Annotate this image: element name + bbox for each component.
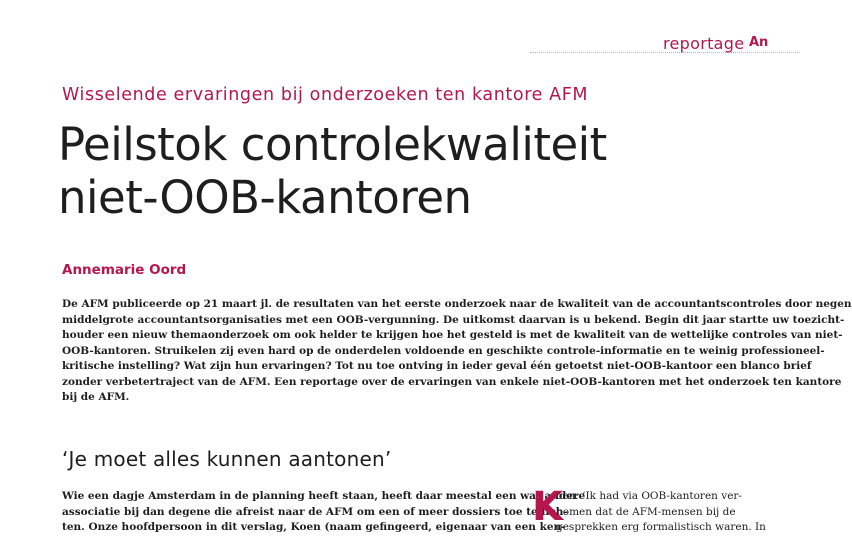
author-byline: Annemarie Oord <box>62 262 187 278</box>
section-heading: ‘Je moet alles kunnen aantonen’ <box>62 447 392 471</box>
body-line: associatie bij dan degene die afreist naar de AFM om een of meer dossiers toe te lich- <box>62 505 568 518</box>
title-line: Peilstok controlekwaliteit <box>58 118 607 171</box>
intro-line: bij de AFM. <box>62 391 130 403</box>
body-line: nomen dat de AFM-mensen bij de <box>556 505 736 518</box>
body-line: Wie een dagje Amsterdam in de planning heeft staan, heeft daar meestal een wat andere <box>62 490 586 502</box>
intro-line: OOB-kantoren. Struikelen zij even hard op de onderdelen voldoende en geschikte controle-informatie en te weinig professioneel- <box>62 344 825 357</box>
intro-line: zonder verbetertraject van de AFM. Een reportage over de ervaringen van enkele niet-OOB-kantoren met het onderzoek ten kantore <box>62 375 842 388</box>
intro-line: middelgrote accountantsorganisaties met een OOB-vergunning. De uitkomst daarvan is u bekend. Begin dit jaar startte uw toezicht- <box>62 313 845 326</box>
body-column-right <box>556 489 766 536</box>
body-line: gesprekken erg formalistisch waren. In <box>556 521 766 533</box>
title-line: niet-OOB-kantoren <box>58 171 472 224</box>
article-subtitle: Wisselende ervaringen bij onderzoeken ten kantore AFM <box>62 85 589 105</box>
drop-cap: K <box>532 484 563 530</box>
section-label: reportage <box>663 34 745 53</box>
intro-paragraph <box>62 297 852 406</box>
body-line: ten. Onze hoofdpersoon in dit verslag, Koen (naam gefingeerd, eigenaar van een ken- <box>62 521 566 533</box>
body-line: oen: ‘Ik had via OOB-kantoren ver- <box>556 490 742 502</box>
intro-line: houder een nieuw themaonderzoek om ook helder te krijgen hoe het gesteld is met de kwaliteit van de wettelijke controles van niet- <box>62 329 843 341</box>
intro-line: De AFM publiceerde op 21 maart jl. de resultaten van het eerste onderzoek naar de kwaliteit van de accountantscontroles door negen <box>62 298 852 310</box>
body-column-left <box>62 489 586 536</box>
magazine-logo: An <box>749 35 769 50</box>
article-title <box>58 118 778 224</box>
intro-line: kritische instelling? Wat zijn hun ervaringen? Tot nu toe ontving in ieder geval één getoetst niet-OOB-kantoor een blanco brief <box>62 360 812 372</box>
